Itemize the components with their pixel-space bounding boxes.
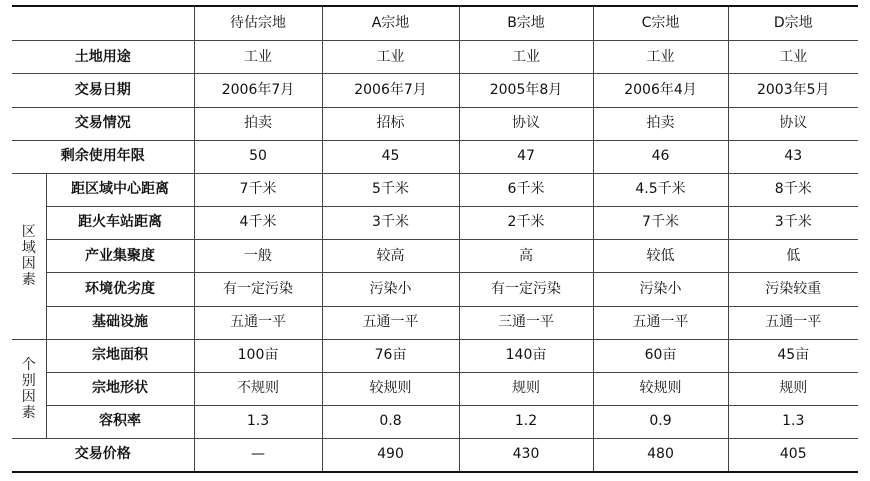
table-cell: 8千米: [728, 173, 858, 206]
table-cell: 76亩: [322, 339, 459, 372]
header-corner-cell: [12, 6, 194, 41]
row-label: 距区域中心距离: [46, 173, 194, 206]
row-label: 交易日期: [12, 74, 194, 107]
table-cell: 100亩: [194, 339, 322, 372]
header-cell-a: A宗地: [322, 6, 459, 41]
table-cell: 1.3: [728, 406, 858, 439]
table-cell: 五通一平: [322, 306, 459, 339]
table-cell: 43: [728, 140, 858, 173]
land-comparison-table: [12, 5, 858, 473]
table-row: [12, 173, 858, 206]
table-cell: 工业: [459, 41, 593, 74]
table-cell: 2006年4月: [593, 74, 728, 107]
table-cell: 480: [593, 439, 728, 472]
individual-factors-group-label: 个别因素: [21, 356, 36, 422]
row-label: 土地用途: [12, 41, 194, 74]
table-row: [12, 240, 858, 273]
table-cell: 1.3: [194, 406, 322, 439]
row-label: 产业集聚度: [46, 240, 194, 273]
table-cell: 2006年7月: [322, 74, 459, 107]
row-label: 基础设施: [46, 306, 194, 339]
table-cell: 五通一平: [728, 306, 858, 339]
table-cell: 拍卖: [194, 107, 322, 140]
header-cell-b: B宗地: [459, 6, 593, 41]
row-label: 交易价格: [12, 439, 194, 472]
table-row: [12, 372, 858, 405]
table-cell: 140亩: [459, 339, 593, 372]
table-cell: 45: [322, 140, 459, 173]
table-row: [12, 41, 858, 74]
row-label: 宗地面积: [46, 339, 194, 372]
table-cell: 低: [728, 240, 858, 273]
row-label: 环境优劣度: [46, 273, 194, 306]
table-cell: 污染小: [593, 273, 728, 306]
table-cell: 规则: [459, 372, 593, 405]
row-label: 宗地形状: [46, 372, 194, 405]
row-label: 剩余使用年限: [12, 140, 194, 173]
table-row: [12, 140, 858, 173]
table-cell: 46: [593, 140, 728, 173]
table-cell: 一般: [194, 240, 322, 273]
table-cell: 5千米: [322, 173, 459, 206]
table-cell: 污染小: [322, 273, 459, 306]
table-cell: 7千米: [593, 207, 728, 240]
table-cell: 有一定污染: [459, 273, 593, 306]
table-cell: 0.9: [593, 406, 728, 439]
table-cell: 协议: [728, 107, 858, 140]
table-cell: 2006年7月: [194, 74, 322, 107]
table-row: [12, 339, 858, 372]
table-cell: 0.8: [322, 406, 459, 439]
table-cell: 较低: [593, 240, 728, 273]
table-cell: 三通一平: [459, 306, 593, 339]
table-cell: 较高: [322, 240, 459, 273]
table-row: [12, 439, 858, 472]
regional-factors-group: [12, 173, 46, 339]
row-label: 交易情况: [12, 107, 194, 140]
table-cell: 有一定污染: [194, 273, 322, 306]
table-cell: 4千米: [194, 207, 322, 240]
table-cell: 4.5千米: [593, 173, 728, 206]
header-row: [12, 6, 858, 41]
table-cell: 工业: [593, 41, 728, 74]
table-cell: 五通一平: [593, 306, 728, 339]
header-cell-subject: 待估宗地: [194, 6, 322, 41]
table-cell: 招标: [322, 107, 459, 140]
table-cell: 7千米: [194, 173, 322, 206]
table-cell: 不规则: [194, 372, 322, 405]
table-cell: 430: [459, 439, 593, 472]
table-cell: 工业: [322, 41, 459, 74]
regional-factors-group-label: 区域因素: [21, 224, 36, 289]
table-cell: —: [194, 439, 322, 472]
table-cell: 高: [459, 240, 593, 273]
table-cell: 490: [322, 439, 459, 472]
table-cell: 6千米: [459, 173, 593, 206]
table-cell: 47: [459, 140, 593, 173]
table-cell: 五通一平: [194, 306, 322, 339]
table-cell: 50: [194, 140, 322, 173]
table-cell: 2003年5月: [728, 74, 858, 107]
table-cell: 工业: [728, 41, 858, 74]
table-cell: 3千米: [728, 207, 858, 240]
row-label: 容积率: [46, 406, 194, 439]
table-cell: 1.2: [459, 406, 593, 439]
table-cell: 较规则: [593, 372, 728, 405]
table-cell: 污染较重: [728, 273, 858, 306]
header-cell-d: D宗地: [728, 6, 858, 41]
row-label: 距火车站距离: [46, 207, 194, 240]
table-row: [12, 74, 858, 107]
table-row: [12, 306, 858, 339]
table-cell: 2千米: [459, 207, 593, 240]
table-cell: 45亩: [728, 339, 858, 372]
table-row: [12, 273, 858, 306]
table-cell: 工业: [194, 41, 322, 74]
table-cell: 规则: [728, 372, 858, 405]
table-row: [12, 107, 858, 140]
header-cell-c: C宗地: [593, 6, 728, 41]
table-row: [12, 207, 858, 240]
table-cell: 较规则: [322, 372, 459, 405]
individual-factors-group: [12, 339, 46, 439]
table-cell: 3千米: [322, 207, 459, 240]
table-cell: 拍卖: [593, 107, 728, 140]
table-cell: 60亩: [593, 339, 728, 372]
table-cell: 协议: [459, 107, 593, 140]
table-cell: 405: [728, 439, 858, 472]
table-row: [12, 406, 858, 439]
table-cell: 2005年8月: [459, 74, 593, 107]
